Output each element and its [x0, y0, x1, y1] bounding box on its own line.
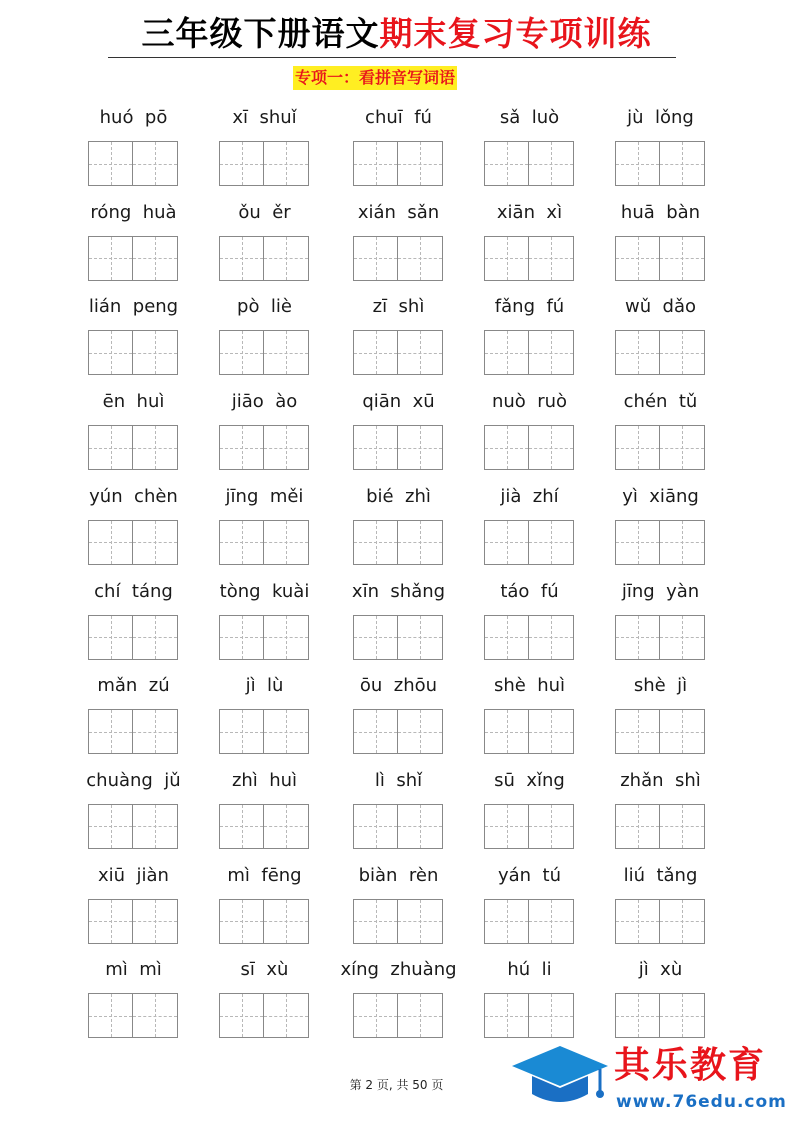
- word-item: [615, 863, 746, 958]
- tian-zi-box[interactable]: [615, 993, 660, 1038]
- word-item: [219, 863, 350, 958]
- pinyin-label: sī xù: [240, 959, 289, 981]
- tian-zi-box[interactable]: [219, 804, 264, 849]
- pinyin-label: jì xù: [638, 959, 683, 981]
- tian-zi-box[interactable]: [484, 520, 529, 565]
- word-item: [615, 673, 746, 768]
- pinyin-label: ēn huì: [102, 391, 165, 413]
- tian-zi-box[interactable]: [660, 709, 705, 754]
- tian-zi-box[interactable]: [88, 709, 133, 754]
- tian-zi-box[interactable]: [133, 425, 178, 470]
- pinyin-label: xiū jiàn: [98, 864, 169, 886]
- tian-zi-box[interactable]: [353, 141, 398, 186]
- writing-boxes: [219, 141, 309, 186]
- writing-boxes: [219, 993, 309, 1038]
- tian-zi-box[interactable]: [484, 899, 529, 944]
- writing-boxes: [88, 709, 178, 754]
- writing-boxes: [484, 330, 574, 375]
- tian-zi-box[interactable]: [398, 520, 443, 565]
- writing-boxes: [353, 804, 443, 849]
- pinyin-label: xián sǎn: [357, 201, 440, 223]
- pinyin-label: wǔ dǎo: [624, 296, 697, 318]
- pinyin-label: liú tǎng: [623, 864, 698, 886]
- tian-zi-box[interactable]: [484, 615, 529, 660]
- tian-zi-box[interactable]: [219, 615, 264, 660]
- tian-zi-box[interactable]: [219, 520, 264, 565]
- tian-zi-box[interactable]: [398, 804, 443, 849]
- pinyin-label: xī shuǐ: [232, 107, 297, 128]
- pinyin-label: hú li: [507, 959, 552, 981]
- tian-zi-box[interactable]: [353, 520, 398, 565]
- writing-boxes: [219, 520, 309, 565]
- pinyin-label: chén tǔ: [623, 391, 698, 413]
- word-item: [219, 957, 350, 1052]
- tian-zi-box[interactable]: [484, 804, 529, 849]
- writing-boxes: [615, 425, 705, 470]
- tian-zi-box[interactable]: [133, 899, 178, 944]
- writing-boxes: [219, 330, 309, 375]
- pinyin-label: chuàng jǔ: [86, 769, 181, 791]
- word-item: [219, 484, 350, 579]
- tian-zi-box[interactable]: [615, 804, 660, 849]
- pinyin-label: chí táng: [94, 580, 173, 602]
- word-item: [615, 294, 746, 389]
- writing-boxes: [353, 520, 443, 565]
- writing-boxes: [484, 615, 574, 660]
- pinyin-label: fǎng fú: [494, 296, 565, 318]
- pinyin-label: jiāo ào: [231, 391, 298, 413]
- pinyin-label: lián peng: [88, 296, 179, 318]
- tian-zi-box[interactable]: [660, 236, 705, 281]
- brand-name: 其乐教育: [614, 1045, 767, 1086]
- writing-boxes: [88, 330, 178, 375]
- tian-zi-box[interactable]: [264, 993, 309, 1038]
- pinyin-label: róng huà: [90, 201, 177, 223]
- writing-boxes: [615, 615, 705, 660]
- tian-zi-box[interactable]: [264, 709, 309, 754]
- tian-zi-box[interactable]: [264, 899, 309, 944]
- tian-zi-box[interactable]: [353, 709, 398, 754]
- pinyin-label: nuò ruò: [491, 391, 568, 413]
- writing-boxes: [219, 709, 309, 754]
- tian-zi-box[interactable]: [615, 141, 660, 186]
- tian-zi-box[interactable]: [484, 709, 529, 754]
- word-item: [615, 768, 746, 863]
- tian-zi-box[interactable]: [529, 899, 574, 944]
- word-item: [219, 768, 350, 863]
- title-review: 期末复习专项训练: [379, 14, 652, 53]
- writing-boxes: [484, 899, 574, 944]
- writing-boxes: [353, 330, 443, 375]
- tian-zi-box[interactable]: [353, 899, 398, 944]
- pinyin-label: jù lǒng: [627, 107, 694, 128]
- word-item: [615, 484, 746, 579]
- tian-zi-box[interactable]: [529, 993, 574, 1038]
- tian-zi-box[interactable]: [660, 993, 705, 1038]
- tian-zi-box[interactable]: [133, 709, 178, 754]
- writing-boxes: [353, 425, 443, 470]
- writing-boxes: [88, 899, 178, 944]
- tian-zi-box[interactable]: [529, 709, 574, 754]
- tian-zi-box[interactable]: [484, 236, 529, 281]
- tian-zi-box[interactable]: [264, 615, 309, 660]
- tian-zi-box[interactable]: [398, 425, 443, 470]
- pinyin-label: lì shǐ: [374, 769, 423, 791]
- tian-zi-box[interactable]: [219, 709, 264, 754]
- writing-boxes: [615, 993, 705, 1038]
- tian-zi-box[interactable]: [264, 520, 309, 565]
- word-item: [219, 673, 350, 768]
- word-item: [615, 957, 746, 1052]
- writing-boxes: [353, 615, 443, 660]
- pinyin-label: shè huì: [493, 675, 566, 697]
- tian-zi-box[interactable]: [660, 615, 705, 660]
- pinyin-label: zhǎn shì: [620, 769, 701, 791]
- tian-zi-box[interactable]: [353, 425, 398, 470]
- tian-zi-box[interactable]: [353, 804, 398, 849]
- word-item: [219, 294, 350, 389]
- tian-zi-box[interactable]: [615, 899, 660, 944]
- tian-zi-box[interactable]: [615, 425, 660, 470]
- tian-zi-box[interactable]: [615, 520, 660, 565]
- tian-zi-box[interactable]: [529, 615, 574, 660]
- tian-zi-box[interactable]: [219, 425, 264, 470]
- pinyin-label: xīn shǎng: [351, 580, 446, 602]
- tian-zi-box[interactable]: [484, 425, 529, 470]
- tian-zi-box[interactable]: [88, 236, 133, 281]
- pinyin-label: xíng zhuàng: [340, 959, 457, 981]
- tian-zi-box[interactable]: [398, 615, 443, 660]
- tian-zi-box[interactable]: [219, 236, 264, 281]
- title-grade: 三年级下册语文: [141, 14, 380, 53]
- pinyin-label: zī shì: [372, 296, 425, 318]
- writing-boxes: [219, 804, 309, 849]
- tian-zi-box[interactable]: [88, 804, 133, 849]
- writing-boxes: [615, 520, 705, 565]
- brand-logo: [510, 1042, 790, 1117]
- writing-boxes: [88, 993, 178, 1038]
- writing-boxes: [484, 709, 574, 754]
- tian-zi-box[interactable]: [660, 141, 705, 186]
- writing-boxes: [88, 425, 178, 470]
- pinyin-label: chuī fú: [365, 107, 432, 128]
- tian-zi-box[interactable]: [219, 141, 264, 186]
- pinyin-label: zhì huì: [231, 769, 298, 791]
- writing-boxes: [615, 899, 705, 944]
- pinyin-label: pò liè: [237, 296, 292, 318]
- graduation-cap-icon: [510, 1044, 610, 1112]
- tian-zi-box[interactable]: [353, 330, 398, 375]
- tian-zi-box[interactable]: [398, 899, 443, 944]
- writing-boxes: [219, 236, 309, 281]
- word-item: [219, 200, 350, 295]
- pinyin-label: mì mì: [105, 959, 162, 981]
- tian-zi-box[interactable]: [398, 709, 443, 754]
- pinyin-label: shè jì: [633, 675, 688, 697]
- tian-zi-box[interactable]: [264, 141, 309, 186]
- writing-boxes: [615, 709, 705, 754]
- pinyin-label: huó pō: [99, 107, 168, 128]
- brand-url: www.76edu.com: [616, 1092, 787, 1112]
- pinyin-label: bié zhì: [366, 485, 431, 507]
- tian-zi-box[interactable]: [484, 330, 529, 375]
- writing-boxes: [353, 993, 443, 1038]
- tian-zi-box[interactable]: [353, 993, 398, 1038]
- tian-zi-box[interactable]: [133, 993, 178, 1038]
- tian-zi-box[interactable]: [529, 520, 574, 565]
- tian-zi-box[interactable]: [219, 330, 264, 375]
- tian-zi-box[interactable]: [615, 709, 660, 754]
- writing-boxes: [219, 425, 309, 470]
- tian-zi-box[interactable]: [219, 993, 264, 1038]
- pinyin-label: qiān xū: [362, 391, 435, 413]
- pinyin-label: tòng kuài: [219, 580, 310, 602]
- pinyin-label: jīng měi: [225, 485, 304, 507]
- tian-zi-box[interactable]: [529, 330, 574, 375]
- tian-zi-box[interactable]: [398, 993, 443, 1038]
- tian-zi-box[interactable]: [398, 141, 443, 186]
- tian-zi-box[interactable]: [88, 615, 133, 660]
- tian-zi-box[interactable]: [133, 141, 178, 186]
- writing-boxes: [88, 141, 178, 186]
- tian-zi-box[interactable]: [660, 330, 705, 375]
- pinyin-label: ōu zhōu: [359, 675, 438, 697]
- pinyin-label: sū xǐng: [494, 769, 565, 791]
- pinyin-label: yì xiāng: [622, 485, 699, 507]
- tian-zi-box[interactable]: [484, 141, 529, 186]
- tian-zi-box[interactable]: [88, 993, 133, 1038]
- tian-zi-box[interactable]: [133, 804, 178, 849]
- writing-boxes: [484, 804, 574, 849]
- tian-zi-box[interactable]: [133, 330, 178, 375]
- writing-boxes: [615, 141, 705, 186]
- writing-boxes: [615, 330, 705, 375]
- tian-zi-box[interactable]: [264, 804, 309, 849]
- pinyin-label: xiān xì: [496, 201, 563, 223]
- tian-zi-box[interactable]: [88, 899, 133, 944]
- tian-zi-box[interactable]: [264, 330, 309, 375]
- word-item: [615, 200, 746, 295]
- tian-zi-box[interactable]: [615, 330, 660, 375]
- word-item: [219, 389, 350, 484]
- word-item: [615, 579, 746, 674]
- writing-boxes: [353, 709, 443, 754]
- tian-zi-box[interactable]: [88, 330, 133, 375]
- writing-boxes: [88, 804, 178, 849]
- tian-zi-box[interactable]: [660, 425, 705, 470]
- pinyin-label: jì lù: [245, 675, 284, 697]
- writing-boxes: [219, 899, 309, 944]
- word-item: [615, 105, 746, 200]
- pinyin-label: ǒu ěr: [238, 201, 291, 223]
- writing-boxes: [484, 993, 574, 1038]
- word-item: [219, 579, 350, 674]
- pinyin-label: yún chèn: [89, 485, 178, 507]
- writing-boxes: [353, 141, 443, 186]
- tian-zi-box[interactable]: [264, 425, 309, 470]
- pinyin-label: sǎ luò: [499, 107, 560, 128]
- writing-boxes: [219, 615, 309, 660]
- tian-zi-box[interactable]: [529, 804, 574, 849]
- writing-boxes: [88, 236, 178, 281]
- word-item: [219, 105, 350, 200]
- pinyin-label: mì fēng: [227, 864, 302, 886]
- writing-boxes: [88, 520, 178, 565]
- pinyin-label: huā bàn: [620, 201, 701, 223]
- tian-zi-box[interactable]: [398, 330, 443, 375]
- pinyin-label: jīng yàn: [621, 580, 700, 602]
- writing-boxes: [484, 236, 574, 281]
- writing-boxes: [484, 141, 574, 186]
- tian-zi-box[interactable]: [219, 899, 264, 944]
- writing-boxes: [353, 899, 443, 944]
- tian-zi-box[interactable]: [529, 141, 574, 186]
- pinyin-label: biàn rèn: [358, 864, 439, 886]
- writing-boxes: [615, 236, 705, 281]
- tian-zi-box[interactable]: [133, 236, 178, 281]
- tian-zi-box[interactable]: [353, 236, 398, 281]
- tian-zi-box[interactable]: [660, 804, 705, 849]
- section-subtitle: 专项一：看拼音写词语: [293, 66, 457, 90]
- pinyin-label: táo fú: [500, 580, 559, 602]
- tian-zi-box[interactable]: [88, 520, 133, 565]
- pinyin-label: yán tú: [498, 864, 561, 886]
- tian-zi-box[interactable]: [529, 425, 574, 470]
- tian-zi-box[interactable]: [615, 236, 660, 281]
- tian-zi-box[interactable]: [660, 899, 705, 944]
- tian-zi-box[interactable]: [264, 236, 309, 281]
- writing-boxes: [484, 425, 574, 470]
- tian-zi-box[interactable]: [398, 236, 443, 281]
- pinyin-label: jià zhí: [500, 485, 559, 507]
- word-item: [615, 389, 746, 484]
- writing-boxes: [353, 236, 443, 281]
- tian-zi-box[interactable]: [353, 615, 398, 660]
- pinyin-label: mǎn zú: [97, 675, 170, 697]
- tian-zi-box[interactable]: [133, 520, 178, 565]
- writing-boxes: [88, 615, 178, 660]
- tian-zi-box[interactable]: [660, 520, 705, 565]
- writing-boxes: [484, 520, 574, 565]
- tian-zi-box[interactable]: [484, 993, 529, 1038]
- tian-zi-box[interactable]: [529, 236, 574, 281]
- tian-zi-box[interactable]: [88, 141, 133, 186]
- tian-zi-box[interactable]: [88, 425, 133, 470]
- tian-zi-box[interactable]: [133, 615, 178, 660]
- writing-boxes: [615, 804, 705, 849]
- page-number: 第 2 页, 共 50 页: [349, 1078, 444, 1092]
- tian-zi-box[interactable]: [615, 615, 660, 660]
